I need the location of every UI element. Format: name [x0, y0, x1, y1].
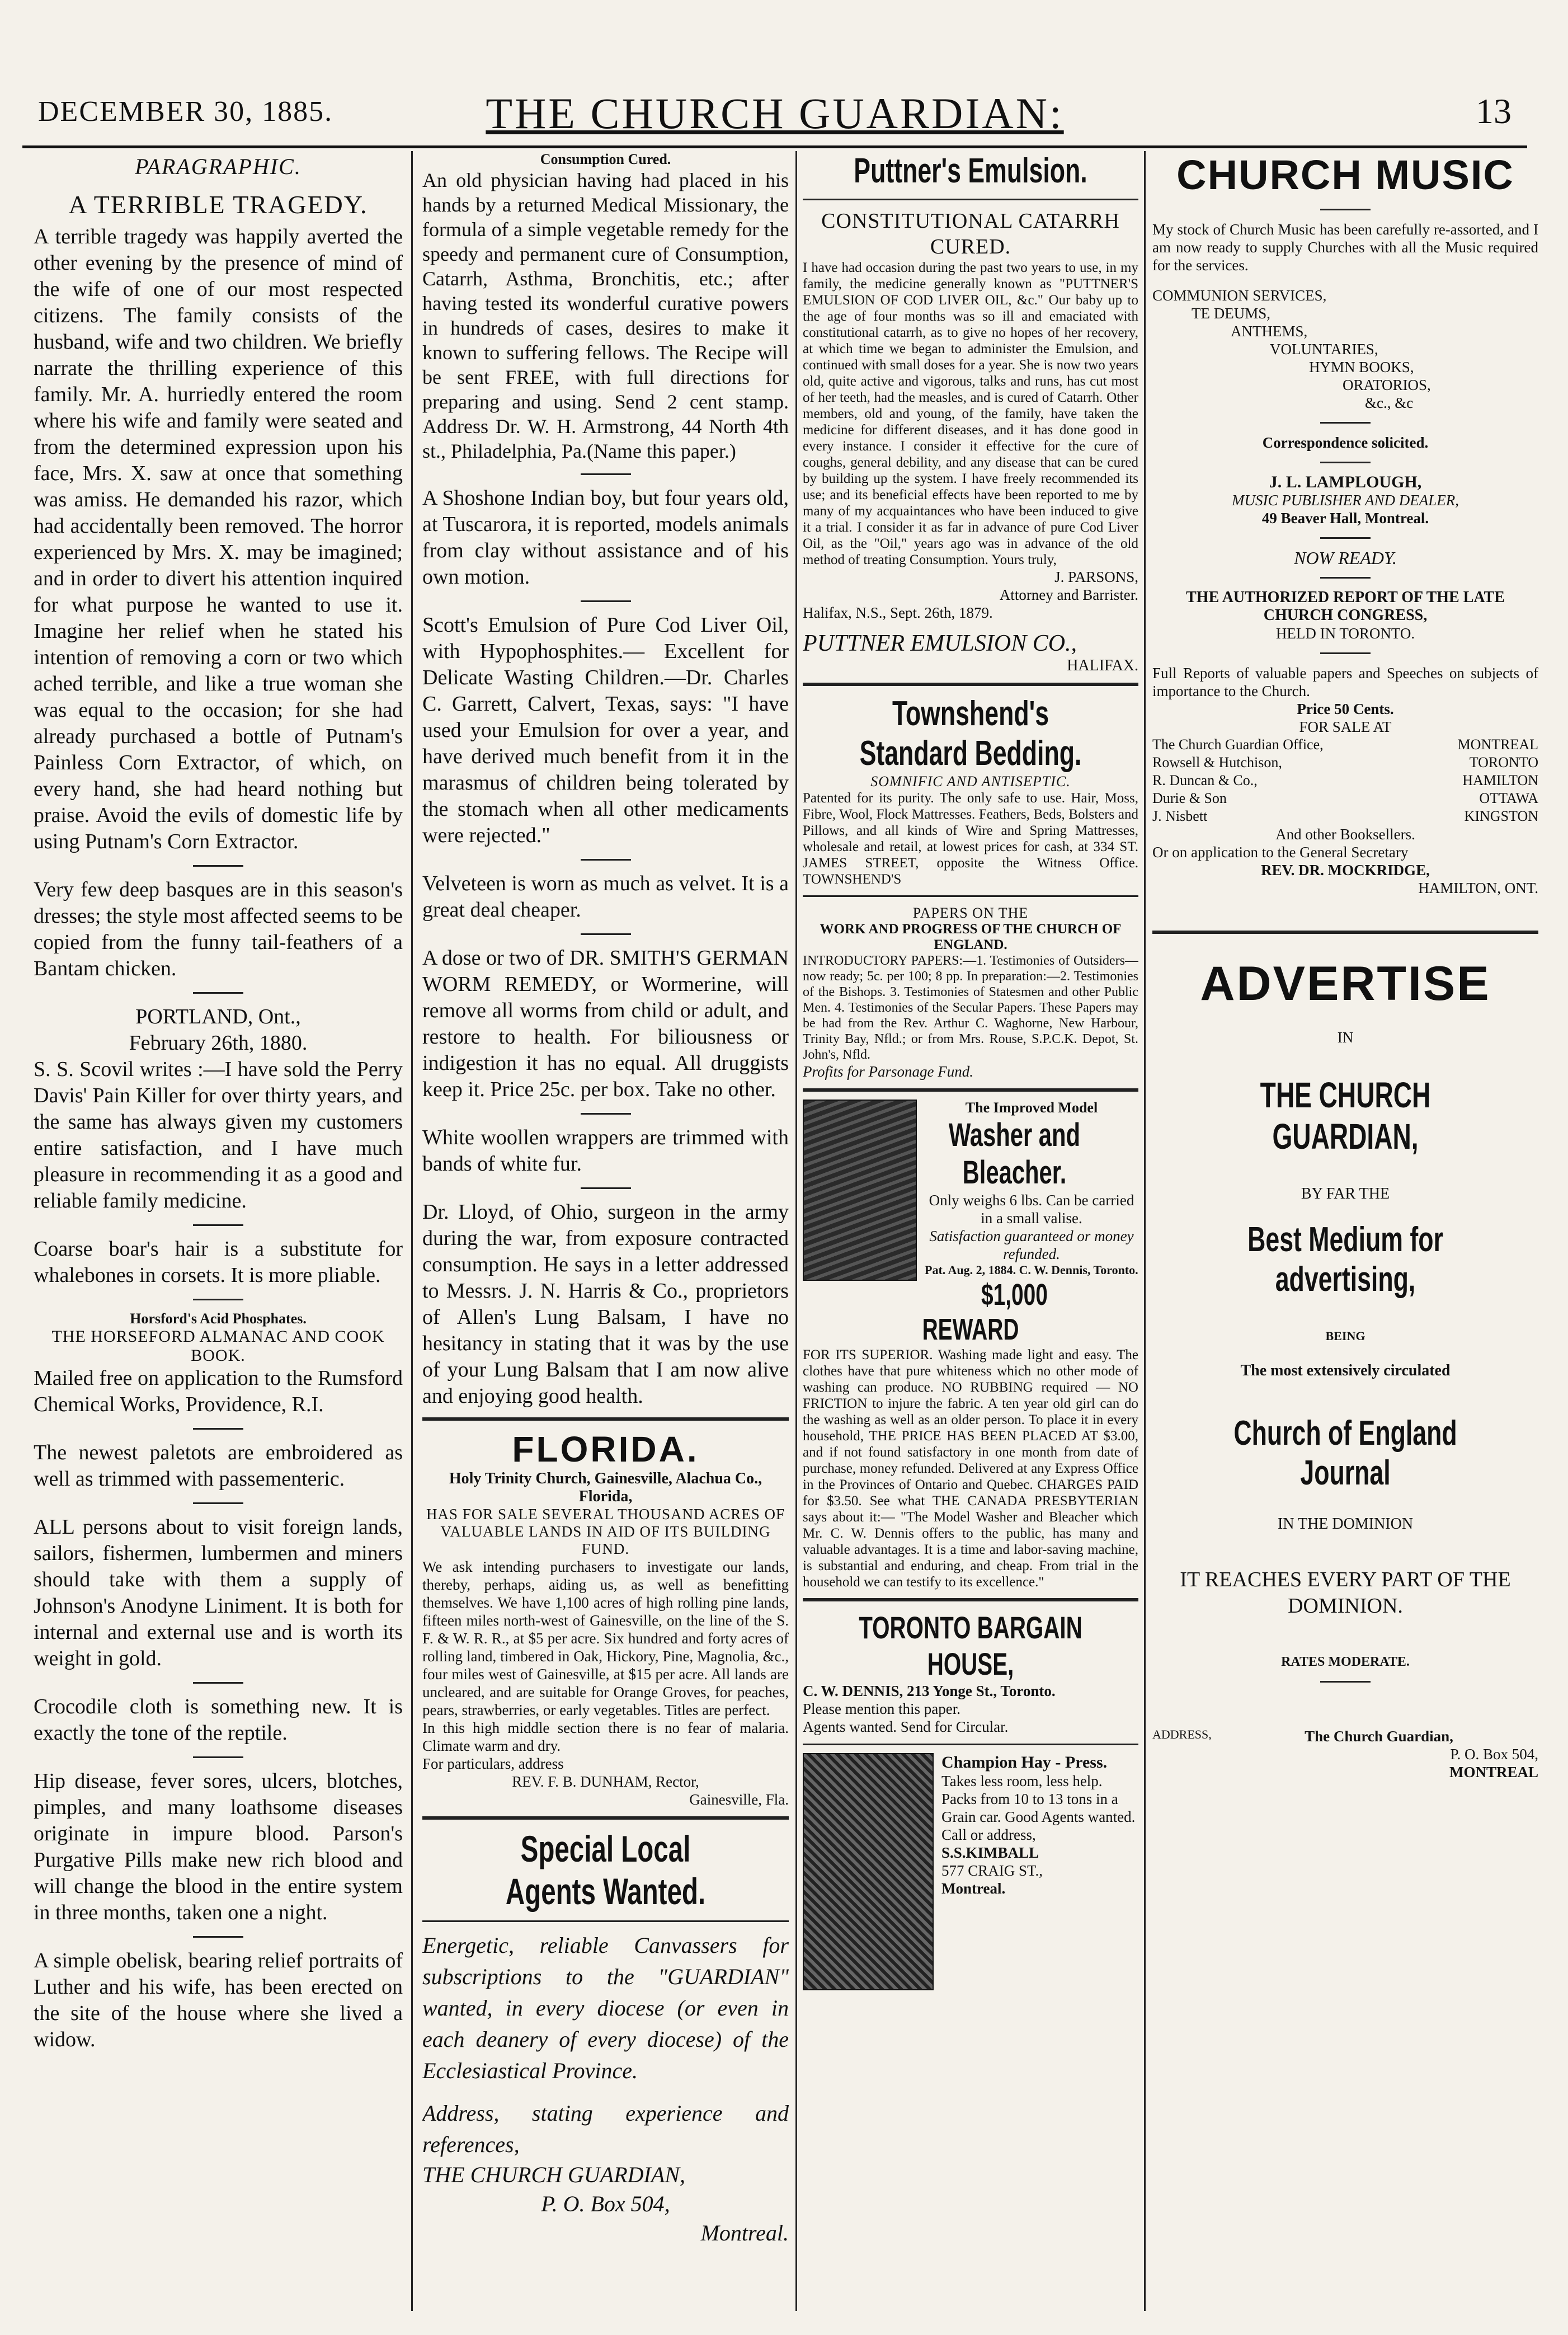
- note: And other Booksellers.: [1275, 826, 1415, 843]
- column-4: [1152, 151, 1538, 2311]
- seller-name: Rowsell & Hutchison,: [1152, 754, 1282, 770]
- ad-heading: Church of England Journal: [1233, 1414, 1457, 1492]
- list-item: [1152, 754, 1538, 772]
- list-item: VOLUNTARIES,: [1270, 341, 1378, 358]
- paragraph: INTRODUCTORY PAPERS:—1. Testimonies of Outsiders—now ready; 5c. per 100; 8 pp. In preparation:—2. Testimonies of the Bishops. 3. Testimonies of Statesmen and other Public Men. 4. Testimonies of the Secular Papers. These Papers may be had from the Rev. Arthur C. Waghorne, New Harbour, Trinity Bay, Nfld.; or from Mrs. Rouse, S.P.C.K. Depot, St. John's, Nfld.: [803, 953, 1138, 1062]
- ad-heading: TORONTO BARGAIN HOUSE,: [859, 1610, 1082, 1681]
- ad-subheading: Holy Trinity Church, Gainesville, Alachua Co., Florida,: [449, 1470, 762, 1505]
- ad-heading: Puttner's Emulsion.: [854, 152, 1087, 190]
- ad-subheading: SOMNIFIC AND ANTISEPTIC.: [870, 773, 1071, 790]
- paragraph: A dose or two of DR. SMITH'S GERMAN WORM REMEDY, or Wormerine, will remove all worms from child or adult, and restore to health. For biliousness or indigestion it has no equal. All druggists keep it. Price 25c. per box. Take no other.: [422, 946, 789, 1101]
- ad-text: The most extensively circulated: [1240, 1362, 1451, 1379]
- divider: [581, 600, 631, 602]
- ad-heading: Townshend's Standard Bedding.: [859, 694, 1082, 773]
- paragraph: Mailed free on application to the Rumsford Chemical Works, Providence, R.I.: [34, 1366, 403, 1416]
- divider: [1320, 577, 1371, 579]
- ad-heading: Champion Hay - Press.: [941, 1753, 1108, 1772]
- address-line: Montreal.: [700, 2220, 789, 2245]
- signature-place: Gainesville, Fla.: [689, 1791, 789, 1808]
- paragraph: Scott's Emulsion of Pure Cod Liver Oil, with Hypophosphites.— Excellent for Delicate Wasting Children.—Dr. Charles C. Garrett, Calvert, Texas, says: "I have used your Emulsion for over a year, and have derived much benefit from it in the marasmus of children being tolerated by the stomach when all other medicaments were rejected.": [422, 613, 789, 847]
- ad-subheading: NOW READY.: [1294, 548, 1397, 568]
- divider: [581, 859, 631, 861]
- music-list: [1152, 286, 1538, 412]
- dateline: Halifax, N.S., Sept. 26th, 1879.: [803, 604, 993, 621]
- divider: [193, 1502, 243, 1504]
- note: Please mention this paper.: [803, 1700, 960, 1717]
- seller-name: J. Nisbett: [1152, 808, 1208, 824]
- company-city: HALIFAX.: [1067, 657, 1138, 674]
- list-item: [1152, 790, 1538, 807]
- address-line: C. W. DENNIS, 213 Yonge St., Toronto.: [803, 1683, 1056, 1699]
- paragraph: Patented for its purity. The only safe to use. Hair, Moss, Fibre, Wool, Flock Mattresses. Feathers, Beds, Bolsters and Pillows, and all kinds of Wire and Spring Mattresses, wholesale and retail, at lowest prices for cash, at 334 ST. JAMES STREET, opposite the Witness Office. TOWNSHEND'S: [803, 791, 1138, 887]
- company-name: PUTTNER EMULSION CO.,: [803, 631, 1077, 656]
- paragraph: An old physician having had placed in his hands by a returned Medical Missionary, the formula of a simple vegetable remedy for the speedy and permanent cure of Consumption, Catarrh, Asthma, Bronchitis, etc.; after having tested its wonderful curative powers in hundreds of cases, desires to make it known to suffering fellows. The Recipe will be sent FREE, with full directions for preparing and using. Send 2 cent stamp. Address Dr. W. H. Armstrong, 44 North 4th st., Philadelphia, Pa.(Name this paper.): [422, 169, 789, 462]
- hay-press-illustration: [803, 1753, 934, 1990]
- note: Agents wanted. Send for Circular.: [803, 1718, 1009, 1735]
- divider: [1152, 931, 1538, 934]
- ad-text: BY FAR THE: [1301, 1185, 1390, 1202]
- address-line: THE CHURCH GUARDIAN,: [422, 2162, 685, 2187]
- column-2: [422, 151, 789, 2311]
- divider: [803, 895, 1138, 897]
- ad-heading: ADVERTISE: [1200, 957, 1491, 1011]
- ad-subheading: HELD IN TORONTO.: [1275, 625, 1415, 642]
- issue-date: DECEMBER 30, 1885.: [38, 96, 333, 128]
- publisher-address: 49 Beaver Hall, Montreal.: [1261, 510, 1429, 527]
- paragraph: A Shoshone Indian boy, but four years old, at Tuscarora, it is reported, models animals from clay without assistance and of his own motion.: [422, 486, 789, 589]
- paragraph: Hip disease, fever sores, ulcers, blotches, pimples, and many loathsome diseases originate in impure blood. Parson's Purgative Pills make new rich blood and will change the blood in the entire system in three months, taken one a night.: [34, 1769, 403, 1924]
- address-line: 577 CRAIG ST.,: [941, 1862, 1043, 1879]
- seller-name: The Church Guardian Office,: [1152, 736, 1324, 753]
- ad-text: IT REACHES EVERY PART OF THE DOMINION.: [1180, 1568, 1511, 1618]
- list-item: HYMN BOOKS,: [1309, 359, 1414, 375]
- divider: [1320, 462, 1371, 463]
- article-heading: A TERRIBLE TRAGEDY.: [68, 190, 368, 219]
- ad-heading: Horsford's Acid Phosphates.: [130, 1310, 307, 1327]
- ad-heading: WORK AND PROGRESS OF THE CHURCH OF ENGLAND.: [820, 922, 1122, 952]
- note: Correspondence solicited.: [1262, 434, 1429, 451]
- paragraph: Coarse boar's hair is a substitute for whalebones in corsets. It is more pliable.: [34, 1237, 403, 1287]
- paragraph: Very few deep basques are in this season's dresses; the style most affected seems to be copied from the funny tail-feathers of a Bantam chicken.: [34, 878, 403, 980]
- publisher-name: J. L. LAMPLOUGH,: [1269, 473, 1422, 491]
- note: Profits for Parsonage Fund.: [803, 1063, 974, 1080]
- divider: [193, 1756, 243, 1758]
- seller-list: [1152, 736, 1538, 825]
- divider: [422, 1816, 789, 1820]
- address-line: MONTREAL: [1449, 1764, 1538, 1780]
- address-lines: [1219, 1727, 1538, 1781]
- ad-subheading: CONSTITUTIONAL CATARRH CURED.: [821, 209, 1120, 259]
- divider: [193, 865, 243, 867]
- divider: [1320, 652, 1371, 654]
- publisher-title: MUSIC PUBLISHER AND DEALER,: [1232, 492, 1459, 509]
- divider: [581, 473, 631, 475]
- divider: [193, 1224, 243, 1226]
- ad-text: IN THE DOMINION: [1277, 1515, 1414, 1533]
- divider: [803, 683, 1138, 686]
- ad-heading: Consumption Cured.: [540, 151, 671, 167]
- ad-heading: FLORIDA.: [512, 1429, 699, 1469]
- divider: [1320, 537, 1371, 539]
- ad-heading: Special Local Agents Wanted.: [505, 1828, 706, 1912]
- address-line: S.S.KIMBALL: [941, 1844, 1039, 1861]
- paragraph: White woollen wrappers are trimmed with bands of white fur.: [422, 1126, 789, 1176]
- paragraph: Dr. Lloyd, of Ohio, surgeon in the army during the war, from exposure contracted consumption. He says in a letter addressed to Messrs. J. N. Harris & Co., proprietors of Allen's Lung Balsam, I have no hesitancy in stating that it was by the use of your Lung Balsam that I am now alive and enjoying good health.: [422, 1200, 789, 1408]
- divider: [803, 1088, 1138, 1092]
- secretary-place: HAMILTON, ONT.: [1418, 880, 1538, 896]
- list-item: ANTHEMS,: [1231, 323, 1308, 340]
- paragraph: Crocodile cloth is something new. It is exactly the tone of the reptile.: [34, 1695, 403, 1745]
- list-item: TE DEUMS,: [1192, 305, 1270, 322]
- column-rule: [1144, 151, 1146, 2311]
- list-item: COMMUNION SERVICES,: [1152, 287, 1327, 304]
- seller-name: R. Duncan & Co.,: [1152, 772, 1258, 788]
- ad-subheading: PAPERS ON THE: [912, 905, 1029, 921]
- dateline: February 26th, 1880.: [129, 1031, 308, 1055]
- paragraph: FOR ITS SUPERIOR. Washing made light and easy. The clothes have that pure whiteness which no other mode of washing can produce. NO RUBBING required — NO FRICTION to injure the fabric. A ten year old girl can do the washing as well as an older person. To place it in every household, THE PRICE HAS BEEN PLACED AT $3.00, and if not found satisfactory in one month from date of purchase, money refunded. Delivered at any Express Office in the Provinces of Ontario and Quebec. CHARGES PAID for $3.50. See what THE CANADA PRESBYTERIAN says about it:— "The Model Washer and Bleacher which Mr. C. W. Dennis offers to the public, has many and valuable advantages. It is a time and labor-saving machine, is substantial and enduring, and cheap. From trial in the household we can testify to its excellence.": [803, 1347, 1138, 1590]
- ad-text: BEING: [1325, 1329, 1365, 1343]
- list-item: [1152, 807, 1538, 825]
- section-heading: PARAGRAPHIC.: [135, 154, 302, 179]
- ad-heading: THE CHURCH GUARDIAN,: [1260, 1075, 1431, 1157]
- divider: [1320, 422, 1371, 424]
- ad-heading: CHURCH MUSIC: [1176, 152, 1514, 198]
- ad-subheading: THE HORSEFORD ALMANAC AND COOK BOOK.: [51, 1327, 385, 1365]
- column-1: [34, 151, 403, 2311]
- paragraph: We ask intending purchasers to investigate our lands, thereby, perhaps, aiding us, as well as benefitting themselves. We have 1,100 acres of high rolling pine lands, fifteen miles north-west of Gainesville, on the line of the S. F. & W. R. R., at $5 per acre. Six hundred and forty acres of rolling land, timbered in Oak, Hickory, Pine, Magnolia, &c., four miles west of Gainesville, at $15 per acre. All lands are uncleared, and are suitable for Orange Groves, for peaches, pears, strawberries, or early vegetables. Titles are perfect.: [422, 1558, 789, 1718]
- list-item: [1152, 772, 1538, 790]
- ad-heading: $1,000 REWARD: [922, 1278, 1048, 1346]
- newspaper-title: THE CHURCH GUARDIAN:: [486, 89, 1064, 138]
- paragraph: Full Reports of valuable papers and Speeches on subjects of importance to the Church.: [1152, 665, 1538, 699]
- seller-city: OTTAWA: [1479, 790, 1538, 806]
- address-line: The Church Guardian,: [1305, 1728, 1453, 1745]
- column-3: [803, 151, 1138, 2311]
- paragraph: Takes less room, less help. Packs from 10 to 13 tons in a Grain car. Good Agents wanted. Call or address,: [941, 1773, 1136, 1843]
- signature: REV. F. B. DUNHAM, Rector,: [512, 1773, 699, 1790]
- divider: [193, 1428, 243, 1430]
- address-label: ADDRESS,: [1152, 1727, 1212, 1741]
- divider: [581, 1113, 631, 1115]
- page-number: 13: [1476, 91, 1512, 131]
- address-line: P. O. Box 504,: [541, 2191, 670, 2216]
- paragraph: In this high middle section there is no fear of malaria. Climate warm and dry.: [422, 1719, 789, 1754]
- article-body: A terrible tragedy was happily averted the other evening by the presence of mind of the wife of one of our most respected citizens. The family consists of the husband, wife and two children. We briefly narrate the thrilling experience of this family. Mr. A. hurriedly entered the room where his wife and family were seated and from the determined expression upon his face, Mrs. X. saw at once that something was amiss. He demanded his razor, which had accidentally been removed. The horror experienced by Mrs. X. may be imagined; and in order to divert his attention inquired for what purpose he wanted to use it. Imagine her relief when he stated his intention of removing a corn or two which ached terrible, and like a true woman she was equal to the occasion; for she had already purchased a bottle of Putnam's Painless Corn Extractor, of which, on every hand, she had heard nothing but praise. Avoid the evils of domestic life by using Putnam's Corn Extractor.: [34, 225, 403, 853]
- paragraph: Energetic, reliable Canvassers for subscriptions to the "GUARDIAN" wanted, in every diocese (or even in each deanery of every diocese) of the Ecclesiastical Province.: [422, 1933, 789, 2083]
- divider: [422, 1417, 789, 1421]
- signature-title: Attorney and Barrister.: [999, 586, 1138, 603]
- paragraph: I have had occasion during the past two years to use, in my family, the medicine generally known as "PUTTNER'S EMULSION OF COD LIVER OIL, &c." Our baby up to the age of four months was so ill and emaciated with constitutional catarrh, as to give no hopes of her recovery, at which time we began to administer the Emulsion, and continued with small doses for a year. She is now two years old, quite active and vigorous, talks and runs, has cut most of her teeth, had the measles, and is cured of Catarrh. Other members, old and young, of the family, have taken the medicine for different diseases, and it has done good in every instance. I consider it effective for the cure of coughs, general debility, and any disease that can be cured by building up the system. I have freely recommended its use; and its beneficial effects have been reported to me by many of my acquaintances who have been induced to give it a trial. I consider it as far in advance of pure Cod Liver Oil, as the "Oil," years ago was in advance of the old method of treating Consumption. Yours truly,: [803, 260, 1138, 567]
- ad-subheading: The Improved Model: [965, 1100, 1098, 1116]
- ad-text: IN: [1337, 1029, 1354, 1046]
- divider: [193, 1299, 243, 1300]
- paragraph: My stock of Church Music has been carefully re-assorted, and I am now ready to supply Churches with all the Music required for the services.: [1152, 221, 1538, 274]
- divider: [1320, 1681, 1371, 1683]
- list-item: [1152, 736, 1538, 754]
- address-line: Montreal.: [941, 1880, 1006, 1897]
- signature: J. PARSONS,: [1054, 569, 1138, 585]
- ad-subheading: HAS FOR SALE SEVERAL THOUSAND ACRES OF VALUABLE LANDS IN AID OF ITS BUILDING FUND.: [426, 1506, 785, 1557]
- note: Or on application to the General Secretary: [1152, 844, 1409, 861]
- seller-city: TORONTO: [1469, 754, 1538, 770]
- ad-text: RATES MODERATE.: [1281, 1655, 1410, 1669]
- paragraph: Address, stating experience and references,: [422, 2101, 789, 2157]
- dateline: PORTLAND, Ont.,: [135, 1005, 301, 1028]
- divider: [581, 1187, 631, 1189]
- ad-heading: THE AUTHORIZED REPORT OF THE LATE CHURCH CONGRESS,: [1186, 589, 1505, 624]
- column-rule: [795, 151, 797, 2311]
- address-line: P. O. Box 504,: [1450, 1746, 1538, 1763]
- divider: [193, 992, 243, 994]
- divider: [581, 933, 631, 935]
- divider: [1320, 209, 1371, 210]
- divider: [422, 1920, 789, 1922]
- note: FOR SALE AT: [1299, 718, 1392, 735]
- column-rule: [411, 151, 413, 2311]
- list-item: &c., &c: [1365, 394, 1414, 411]
- masthead: [22, 84, 1527, 148]
- paragraph: For particulars, address: [422, 1755, 564, 1772]
- ad-heading: Best Medium for advertising,: [1247, 1220, 1443, 1299]
- secretary-name: REV. DR. MOCKRIDGE,: [1261, 862, 1430, 878]
- seller-city: MONTREAL: [1457, 736, 1538, 753]
- seller-name: Durie & Son: [1152, 790, 1227, 806]
- paragraph: Satisfaction guaranteed or money refunded.: [929, 1228, 1134, 1262]
- divider: [803, 199, 1138, 200]
- seller-city: KINGSTON: [1464, 808, 1538, 824]
- seller-city: HAMILTON: [1462, 772, 1538, 788]
- paragraph: S. S. Scovil writes :—I have sold the Perry Davis' Pain Killer for over thirty years, and the same has always given my customers entire satisfaction, and I have much pleasure in recommending it as a good and reliable family medicine.: [34, 1058, 403, 1213]
- paragraph: Velveteen is worn as much as velvet. It is a great deal cheaper.: [422, 872, 789, 922]
- divider: [803, 1598, 1138, 1601]
- divider: [193, 1936, 243, 1938]
- paragraph: A simple obelisk, bearing relief portraits of Luther and his wife, has been erected on the site of the house where she lived a widow.: [34, 1949, 403, 2051]
- price: Price 50 Cents.: [1297, 701, 1394, 717]
- paragraph: Only weighs 6 lbs. Can be carried in a small valise.: [929, 1192, 1134, 1227]
- divider: [803, 1744, 1138, 1745]
- paragraph: ALL persons about to visit foreign lands, sailors, fishermen, lumbermen and miners should take with them a supply of Johnson's Anodyne Liniment. It is both for internal and external use and is worth its weight in gold.: [34, 1515, 403, 1670]
- address-block: [1152, 1727, 1538, 1781]
- patent-note: Pat. Aug. 2, 1884. C. W. Dennis, Toronto.: [925, 1263, 1138, 1277]
- list-item: ORATORIOS,: [1343, 377, 1431, 393]
- divider: [193, 1682, 243, 1684]
- ad-heading: Washer and Bleacher.: [948, 1117, 1081, 1191]
- paragraph: The newest paletots are embroidered as well as trimmed with passementeric.: [34, 1441, 403, 1491]
